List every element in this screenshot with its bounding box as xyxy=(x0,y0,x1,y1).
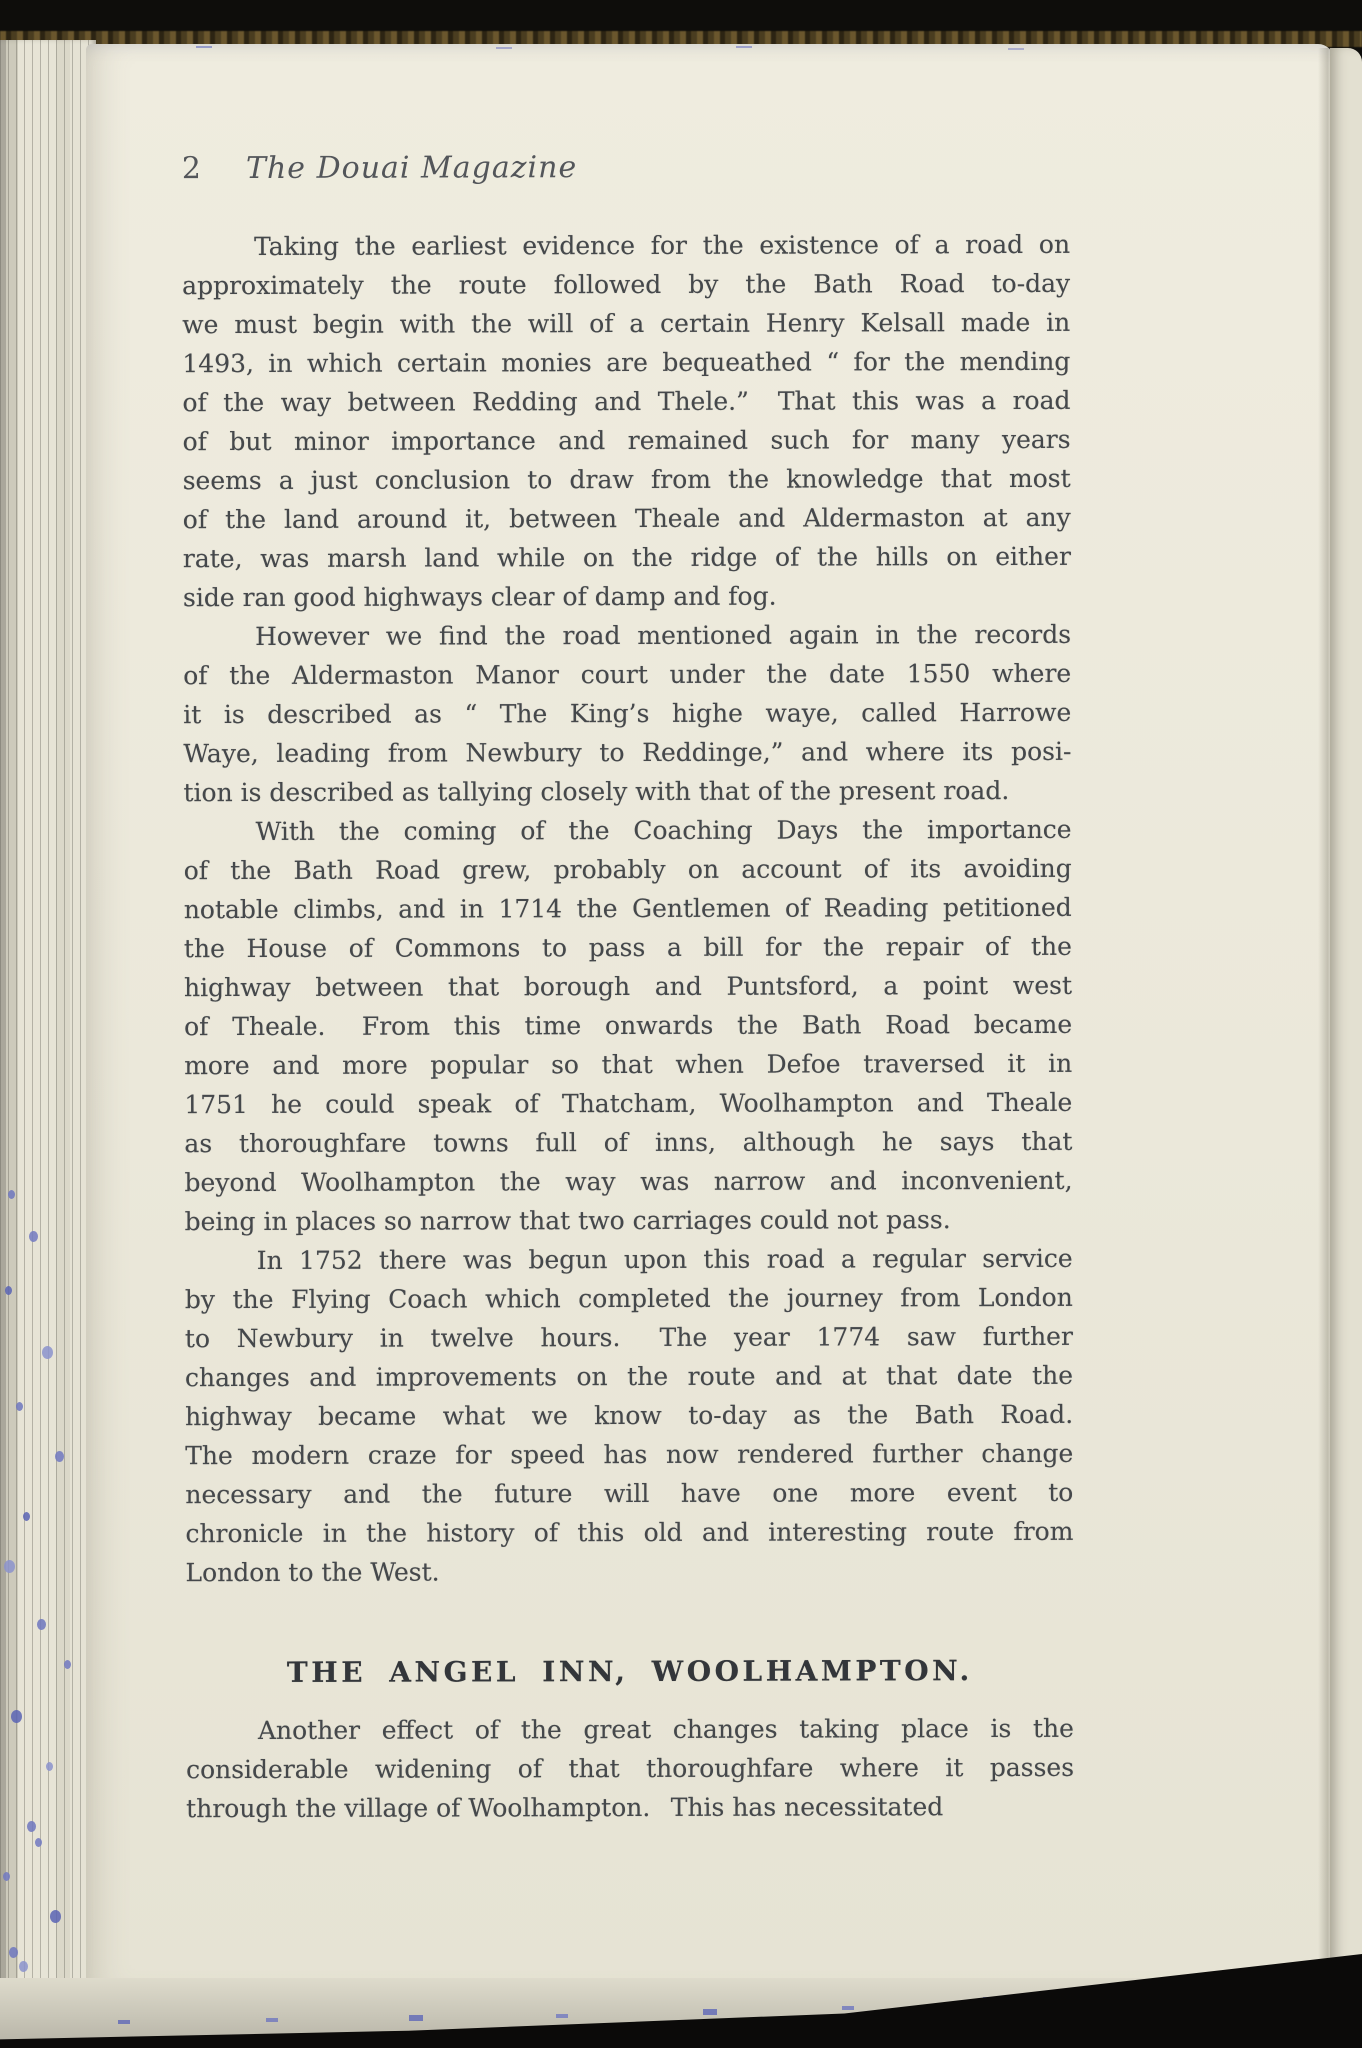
text-line: tion is described as tallying closely with that of the present road. xyxy=(183,776,1010,808)
text-line: the House of Commons to pass a bill for the repair of the xyxy=(183,931,1072,964)
text-line: With the coming of the Coaching Days the importance xyxy=(255,814,1072,846)
text-line: of but minor importance and remained such for many years xyxy=(182,424,1071,457)
text-line: of the way between Redding and Thele.” That this was a road xyxy=(182,385,1071,418)
text-line: In 1752 there was begun upon this road a regular service xyxy=(256,1243,1073,1275)
text-line: approximately the route followed by the Bath Road to-day xyxy=(182,268,1071,301)
text-line: through the village of Woolhampton. This has necessitated xyxy=(186,1792,944,1824)
paragraph xyxy=(184,810,1073,1241)
page-number: 2 xyxy=(181,151,202,187)
journal-title: The Douai Magazine xyxy=(245,150,578,186)
running-header xyxy=(182,149,1070,191)
paragraph xyxy=(183,615,1072,812)
text-line: it is described as “ The King’s highe waye, called Harrowe xyxy=(183,697,1072,730)
text-line: being in places so narrow that two carriages could not pass. xyxy=(184,1205,951,1237)
text-line: rate, was marsh land while on the ridge of the hills on either xyxy=(182,541,1071,574)
text-line: of the land around it, between Theale and Aldermaston at any xyxy=(182,502,1071,535)
text-line: we must begin with the will of a certain Henry Kelsall made in xyxy=(182,307,1071,340)
text-line: of the Bath Road grew, probably on account of its avoiding xyxy=(183,853,1072,886)
bottom-edge-speckles xyxy=(118,2020,130,2024)
printed-content xyxy=(182,149,1074,1828)
stacked-page-fore-edges xyxy=(0,40,96,2005)
adjacent-page-gutter xyxy=(1330,48,1362,1978)
article-body xyxy=(182,225,1074,1592)
text-line: necessary and the future will have one more event to xyxy=(185,1477,1074,1510)
text-line: highway between that borough and Puntsford, a point west xyxy=(183,970,1073,1003)
text-line: beyond Woolhampton the way was narrow and inconvenient, xyxy=(184,1165,1073,1198)
text-line: London to the West. xyxy=(185,1557,440,1588)
text-line: Taking the earliest evidence for the existence of a road on xyxy=(254,229,1071,261)
text-line: Waye, leading from Newbury to Reddinge,” and where its posi- xyxy=(183,736,1072,769)
text-line: The modern craze for speed has now rendered further change xyxy=(185,1438,1074,1471)
text-line: more and more popular so that when Defoe traversed it in xyxy=(184,1048,1073,1081)
section-body xyxy=(186,1709,1074,1828)
text-line: of the Aldermaston Manor court under the date 1550 where xyxy=(183,658,1072,691)
paragraph xyxy=(186,1709,1074,1828)
text-line: of Theale. From this time onwards the Bath Road became xyxy=(184,1009,1073,1042)
text-line: seems a just conclusion to draw from the knowledge that most xyxy=(182,463,1071,496)
text-line: Another effect of the great changes taking place is the xyxy=(257,1713,1074,1745)
top-edge-speckles xyxy=(196,46,212,48)
text-line: to Newbury in twelve hours. The year 1774 saw further xyxy=(184,1321,1073,1354)
paragraph xyxy=(185,1239,1074,1592)
text-line: 1493, in which certain monies are bequeathed “ for the mending xyxy=(182,346,1071,379)
text-line: changes and improvements on the route and at that date the xyxy=(184,1360,1074,1393)
text-line: notable climbs, and in 1714 the Gentlemen of Reading petitioned xyxy=(183,892,1072,925)
text-line: as thoroughfare towns full of inns, although he says that xyxy=(184,1126,1073,1159)
section-heading: THE ANGEL INN, WOOLHAMPTON. xyxy=(286,1654,973,1689)
text-line: considerable widening of that thoroughfare where it passes xyxy=(186,1752,1075,1785)
text-line: side ran good highways clear of damp and fog. xyxy=(182,581,777,613)
text-line: However we find the road mentioned again in the records xyxy=(255,619,1072,651)
text-line: 1751 he could speak of Thatcham, Woolhampton and Theale xyxy=(184,1087,1073,1120)
text-line: by the Flying Coach which completed the journey from London xyxy=(184,1282,1073,1315)
text-line: highway became what we know to-day as the Bath Road. xyxy=(185,1399,1074,1432)
marbled-edge-speckles xyxy=(8,1190,15,1199)
paragraph xyxy=(182,225,1071,617)
text-line: chronicle in the history of this old and interesting route from xyxy=(185,1516,1074,1549)
